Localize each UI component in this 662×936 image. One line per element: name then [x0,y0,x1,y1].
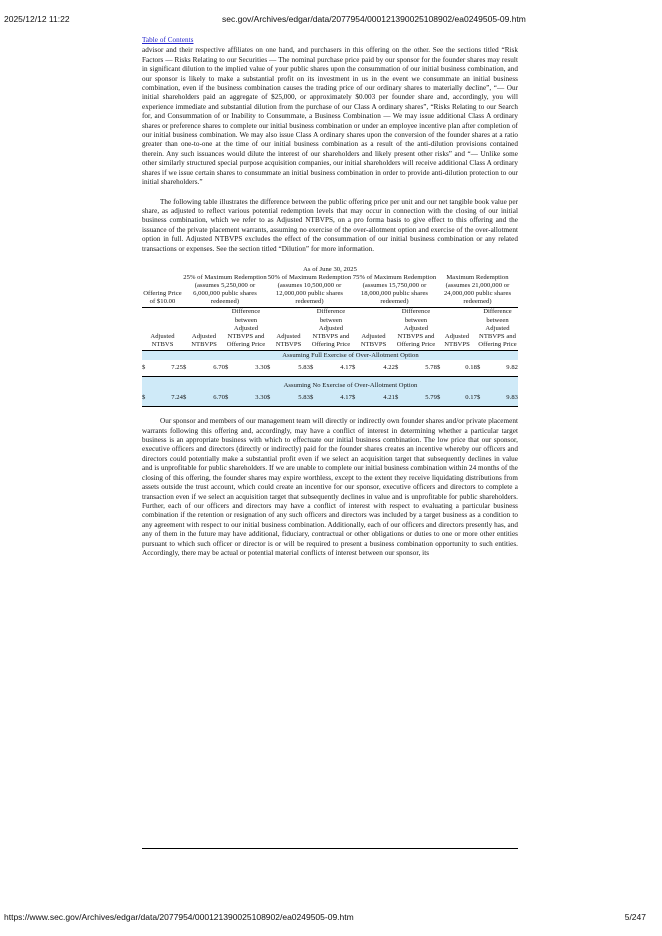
col-header-adjusted-ntbvps-max: Adjusted NTBVPS [437,308,477,350]
currency-symbol: $ [142,394,146,402]
col-header-difference-25: Difference between Adjusted NTBVPS and Offering Price [225,308,267,350]
value-adjusted-25: 6.70 [213,394,225,402]
section-label-full-exercise: Assuming Full Exercise of Over-Allotment Option [183,350,518,360]
value-ntbvs: 7.24 [171,394,183,402]
section-label-no-exercise: Assuming No Exercise of Over-Allotment Option [183,381,518,390]
print-page-counter: 5/247 [624,912,646,922]
value-adjusted-max: 0.17 [465,394,477,402]
currency-symbol: $ [267,363,271,371]
redemption-75-header: 75% of Maximum Redemption (assumes 15,750,000 or 18,000,000 public shares redeemed) [352,274,437,308]
print-footer-url: https://www.sec.gov/Archives/edgar/data/2077954/000121390025108902/ea0249505-09.htm [4,912,354,922]
currency-symbol: $ [437,363,441,371]
col-header-adjusted-ntbvs: Adjusted NTBVS [142,308,183,350]
redemption-50-header: 50% of Maximum Redemption (assumes 10,500,000 or 12,000,000 public shares redeemed) [267,274,352,308]
table-as-of-date: As of June 30, 2025 [303,265,357,273]
value-adjusted-75: 4.22 [383,363,395,371]
table-of-contents-link[interactable]: Table of Contents [142,36,194,44]
offering-price-header: Offering Price of $10.00 [142,274,183,308]
currency-symbol: $ [352,363,356,371]
col-header-difference-max: Difference between Adjusted NTBVPS and Offering Price [477,308,518,350]
currency-symbol: $ [477,394,481,402]
col-header-adjusted-ntbvps-25: Adjusted NTBVPS [183,308,225,350]
currency-symbol: $ [477,363,481,371]
value-difference-75: 5.78 [425,363,437,371]
currency-symbol: $ [310,363,314,371]
value-adjusted-25: 6.70 [213,363,225,371]
currency-symbol: $ [225,363,229,371]
ntbvps-intro-paragraph: The following table illustrates the difference between the public offering price per unit and our net tangible book value per share, as adjusted to reflect various potential redemption levels that may occur in connection with the closing of our initial business combination, which we refer to as Adjusted NTBVPS, on a pro forma basis to give effect to this offering and the issuance of the private placement warrants, assuming no exercise of the over-allotment option and exercise of the over-allotment option in full. Adjusted NTBVPS excludes the effect of the consummation of our initial business combination or any related transactions or expenses. See the section titled “Dilution” for more information. [142,197,518,253]
value-difference-25: 3.30 [255,394,267,402]
currency-symbol: $ [395,394,399,402]
ntbvps-table [142,264,518,407]
print-datetime: 2025/12/12 11:22 [4,14,70,24]
currency-symbol: $ [352,394,356,402]
currency-symbol: $ [183,363,187,371]
page-footer-divider [142,848,518,849]
col-header-difference-50: Difference between Adjusted NTBVPS and Offering Price [310,308,352,350]
value-difference-max: 9.83 [506,394,519,402]
value-difference-25: 3.30 [255,363,267,371]
print-page-url: sec.gov/Archives/edgar/data/2077954/000121390025108902/ea0249505-09.htm [222,14,526,24]
table-row-full-exercise [142,360,518,377]
conflict-of-interest-paragraph: Our sponsor and members of our management team will directly or indirectly own founder shares and/or private placement warrants following this offering and, accordingly, may have a conflict of interest in determining whether a particular target business is an appropriate business with which to effectuate our initial business combination. The low price that our sponsor, executive officers and directors (directly or indirectly) paid for the founder shares creates an incentive whereby our officers and directors could potentially make a substantial profit even if we select an acquisition target that subsequently declines in value and is unprofitable for public shareholders. If we are unable to complete our initial business combination within 24 months of the closing of this offering, the founder shares may expire worthless, except to the extent they receive liquidating distributions from assets outside the trust account, which could create an incentive for our sponsor, executive officers and directors to complete a transaction even if we select an acquisition target that subsequently declines in value and is unprofitable for public shareholders. Further, each of our officers and directors may have a conflict of interest with respect to evaluating a particular business combination if the retention or resignation of any such officers and directors was included by a target business as a condition to any agreement with respect to our initial business combination. Additionally, each of our officers and directors presently has, and any of them in the future may have additional, fiduciary, contractual or other obligations or duties to one or more other entities pursuant to which such officer or director is or will be required to present a business combination opportunity to such entities. Accordingly, there may be actual or potential material conflicts of interest between our sponsor, its [142,417,518,557]
value-difference-max: 9.82 [506,363,519,371]
redemption-max-header: Maximum Redemption (assumes 21,000,000 or 24,000,000 public shares redeemed) [437,274,518,308]
risk-factors-paragraph: advisor and their respective affiliates on one hand, and purchasers in this offering on the other. See the sections titled “Risk Factors — Risks Relating to our Securities — The nominal purchase price paid by our sponsor for the founder shares may result in significant dilution to the implied value of your public shares upon the consummation of our initial business combination, and our sponsor is likely to make a substantial profit on its investment in us in the event we consummate an initial business combination, even if the business combination causes the trading price of our ordinary shares to materially decline”, “— Our initial shareholders paid an aggregate of $25,000, or approximately $0.003 per founder share and, accordingly, you will experience immediate and substantial dilution from the purchase of our Class A ordinary shares”, “Risks Relating to our Search for, and Consummation of or Inability to Consummate, a Business Combination — We may issue additional Class A ordinary shares or preference shares to complete our initial business combination or under an employee incentive plan after completion of our initial business combination. We may also issue Class A ordinary shares upon the conversion of the founder shares at a ratio greater than one-to-one at the time of our initial business combination as a result of the anti-dilution provisions contained therein. Any such issuances would dilute the interest of our shareholders and likely present other risks” and “— Unlike some other similarly structured special purpose acquisition companies, our initial shareholders will receive additional Class A ordinary shares if we issue certain shares to consummate an initial business combination in order to provide anti-dilution protection to our initial shareholders.” [142,46,518,187]
value-difference-50: 4.17 [340,394,352,402]
value-adjusted-50: 5.83 [298,363,310,371]
table-row-no-exercise [142,390,518,407]
value-adjusted-75: 4.21 [383,394,395,402]
value-ntbvs: 7.25 [171,363,183,371]
value-adjusted-50: 5.83 [298,394,310,402]
value-adjusted-max: 0.18 [465,363,477,371]
currency-symbol: $ [183,394,187,402]
currency-symbol: $ [310,394,314,402]
currency-symbol: $ [267,394,271,402]
currency-symbol: $ [437,394,441,402]
document-page [142,36,518,558]
currency-symbol: $ [142,363,146,371]
redemption-25-header: 25% of Maximum Redemption (assumes 5,250,000 or 6,000,000 public shares redeemed) [183,274,267,308]
currency-symbol: $ [225,394,229,402]
value-difference-50: 4.17 [340,363,352,371]
col-header-difference-75: Difference between Adjusted NTBVPS and Offering Price [395,308,437,350]
currency-symbol: $ [395,363,399,371]
value-difference-75: 5.79 [425,394,437,402]
col-header-adjusted-ntbvps-75: Adjusted NTBVPS [352,308,395,350]
col-header-adjusted-ntbvps-50: Adjusted NTBVPS [267,308,310,350]
